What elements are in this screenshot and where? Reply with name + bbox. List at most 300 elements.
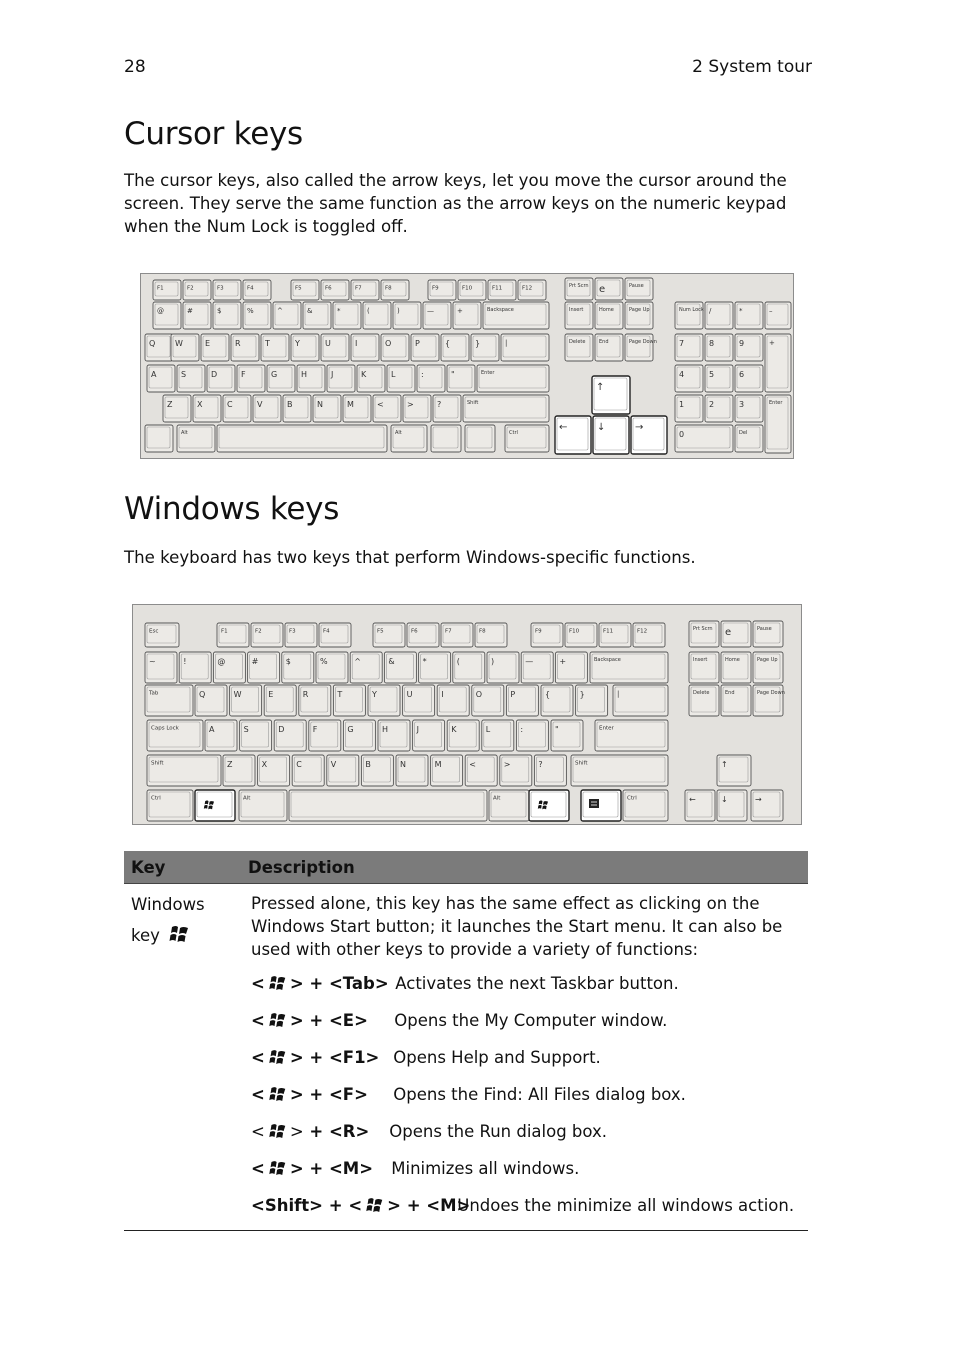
key-label: > <box>503 760 511 769</box>
key-label: F7 <box>445 628 452 635</box>
shortcut-row <box>251 972 808 998</box>
keyboard-key <box>565 623 597 647</box>
key-label: Enter <box>769 400 783 406</box>
keyboard-key <box>633 623 665 647</box>
key-label: Alt <box>243 795 251 802</box>
key-label: Z <box>227 760 233 769</box>
windows-logo-icon <box>268 975 287 998</box>
key-label: P <box>415 339 420 348</box>
key-label: B <box>287 400 293 409</box>
shortcut-combo: < > + <Tab> <box>251 972 390 998</box>
column-header-key: Key <box>124 851 241 884</box>
key-label: N <box>400 760 406 769</box>
key-label: 5 <box>709 370 715 379</box>
key-label: * <box>422 657 427 666</box>
keyboard-key <box>145 623 179 647</box>
keyboard-key <box>555 652 587 683</box>
key-label: & <box>388 657 395 666</box>
keyboard-key <box>223 755 255 786</box>
keyboard-key <box>441 623 473 647</box>
key-label: Y <box>372 690 377 699</box>
keyboard-key <box>316 652 348 683</box>
key-label: Backspace <box>487 307 514 313</box>
keyboard-key <box>506 685 538 716</box>
keyboard-key <box>387 365 415 392</box>
keyboard-key <box>147 720 203 751</box>
keyboard-key <box>373 395 401 422</box>
key-label: Num Lock <box>679 307 704 313</box>
keyboard-key <box>363 302 391 329</box>
keyboard-key <box>625 334 657 361</box>
key-label: T <box>265 339 270 348</box>
windows-logo-icon <box>168 925 190 950</box>
key-label: J <box>416 725 419 734</box>
keyboard-key <box>193 395 221 422</box>
key-label: < <box>377 400 384 409</box>
keyboard-key <box>207 365 235 392</box>
key-label: → <box>635 422 644 433</box>
menu-key-icon <box>589 799 599 808</box>
key-label: C <box>296 760 302 769</box>
keyboard-key <box>147 755 221 786</box>
keyboard-key <box>685 790 715 821</box>
key-label: F7 <box>355 285 362 292</box>
key-label: Backspace <box>594 657 621 663</box>
cursor-keys-heading: Cursor keys <box>124 116 303 152</box>
keyboard-key <box>292 755 324 786</box>
key-label: { <box>445 339 451 348</box>
keyboard-key <box>297 365 325 392</box>
keyboard-key <box>753 621 783 647</box>
key-label: } <box>475 339 481 348</box>
keyboard-key <box>751 790 783 821</box>
keyboard-key <box>253 395 281 422</box>
keyboard-key <box>689 621 719 647</box>
key-label: Z <box>167 400 173 409</box>
key-label: Page Up <box>629 307 650 313</box>
key-label: F <box>241 370 246 379</box>
key-label: G <box>271 370 278 379</box>
key-label: key <box>131 926 160 945</box>
keyboard-key <box>309 720 341 751</box>
keyboard-key <box>264 685 296 716</box>
keyboard-key <box>407 623 439 647</box>
key-label: F10 <box>569 628 580 635</box>
keyboard-key <box>465 755 497 786</box>
key-label: V <box>257 400 263 409</box>
key-label: ↓ <box>721 795 728 804</box>
key-label: F6 <box>411 628 418 635</box>
keyboard-key <box>217 425 387 452</box>
keyboard-key <box>384 652 416 683</box>
key-label: Page Down <box>757 690 785 696</box>
shortcut-combo: < > + <F1> <box>251 1046 388 1072</box>
key-label: ( <box>456 657 460 666</box>
table-row <box>124 884 808 1231</box>
keyboard-key <box>423 302 451 329</box>
key-label: ? <box>538 760 543 769</box>
keyboard-key <box>765 302 791 329</box>
keyboard-key <box>717 755 751 786</box>
keyboard-key <box>213 280 241 300</box>
key-label: D <box>211 370 218 379</box>
key-label: Insert <box>569 307 584 313</box>
key-label: Shift <box>151 760 164 767</box>
key-label: Enter <box>481 370 495 376</box>
keyboard-key <box>705 395 733 422</box>
keyboard-key <box>230 685 262 716</box>
key-label: F10 <box>462 285 473 292</box>
keyboard-key <box>765 334 791 392</box>
key-label: W <box>233 690 242 699</box>
cursor-keyboard-figure <box>140 273 794 459</box>
keyboard-key <box>565 278 593 300</box>
keyboard-key <box>299 685 331 716</box>
shortcut-row <box>251 1120 808 1146</box>
keyboard-key <box>565 334 593 361</box>
key-label: L <box>485 725 491 734</box>
keyboard-key <box>381 334 409 361</box>
keyboard-key <box>237 365 265 392</box>
key-label: < <box>469 760 476 769</box>
keyboard-key <box>428 280 456 300</box>
key-label: * <box>739 307 743 315</box>
keyboard-key <box>531 623 563 647</box>
key-label: ← <box>559 422 568 433</box>
key-label: → <box>755 795 762 804</box>
key-label: A <box>209 725 215 734</box>
key-label: 6 <box>739 370 745 379</box>
keyboard-key <box>289 790 487 821</box>
key-label: @ <box>157 307 164 315</box>
key-label: F8 <box>385 285 392 292</box>
keyboard-key <box>373 623 405 647</box>
keyboard-key <box>205 720 237 751</box>
key-label: ← <box>689 795 696 804</box>
shortcut-combo: < > + <E> <box>251 1009 389 1035</box>
keyboard-key <box>477 365 549 392</box>
keyboard-key <box>274 720 306 751</box>
key-label: e <box>599 284 606 295</box>
key-label: ~ <box>149 657 156 666</box>
key-label: 1 <box>679 400 685 409</box>
keyboard-key <box>483 302 549 329</box>
windows-keys-heading: Windows keys <box>124 491 340 527</box>
key-label: ↑ <box>596 382 605 393</box>
keyboard-key <box>171 334 199 361</box>
keyboard-key <box>179 652 211 683</box>
key-label: F5 <box>377 628 384 635</box>
keyboard-key <box>396 755 428 786</box>
key-name-line1: Windows <box>131 895 205 914</box>
page-number: 28 <box>124 57 146 77</box>
keyboard-key <box>489 790 529 821</box>
key-label: ( <box>367 307 370 315</box>
key-label: F9 <box>432 285 439 292</box>
key-label: M <box>347 400 354 409</box>
key-label: ! <box>183 657 187 666</box>
keyboard-key <box>333 685 365 716</box>
key-label: 4 <box>679 370 685 379</box>
keyboard-key <box>319 623 351 647</box>
key-label: F2 <box>255 628 262 635</box>
key-label: S <box>243 725 249 734</box>
shortcut-description: Activates the next Taskbar button. <box>395 974 679 993</box>
keyboard-key <box>403 685 435 716</box>
keyboard-key <box>735 425 763 452</box>
key-label: | <box>505 339 508 347</box>
keyboard-key <box>625 302 653 329</box>
keyboard-key <box>248 652 280 683</box>
keyboard-key <box>753 685 785 716</box>
key-label: M <box>434 760 442 769</box>
keyboard-key <box>721 685 751 716</box>
key-label: F1 <box>157 285 164 292</box>
key-label: N <box>317 400 323 409</box>
keyboard-key <box>735 302 763 329</box>
keyboard-key <box>183 280 211 300</box>
key-label: F12 <box>522 285 533 292</box>
keyboard-key <box>717 790 747 821</box>
key-label: U <box>325 339 331 348</box>
keyboard-key <box>437 685 469 716</box>
key-label: F3 <box>217 285 224 292</box>
key-label: * <box>337 307 341 315</box>
keyboard-key <box>590 652 668 683</box>
keyboard-key <box>195 790 235 821</box>
keyboard-key <box>541 685 573 716</box>
keyboard-key <box>472 685 504 716</box>
shortcut-combo: < > + <M> <box>251 1157 386 1183</box>
keyboard-key <box>675 334 703 361</box>
keyboard-key <box>258 755 290 786</box>
keyboard-key <box>357 365 385 392</box>
key-label: W <box>175 339 183 348</box>
keyboard-key <box>321 280 349 300</box>
keyboard-key <box>705 365 733 392</box>
key-label: $ <box>285 657 291 666</box>
key-label: I <box>355 339 358 348</box>
keyboard-key <box>625 278 653 300</box>
key-label: V <box>330 760 337 769</box>
key-label: F4 <box>323 628 330 635</box>
keyboard-key <box>378 720 410 751</box>
keyboard-key <box>721 652 751 683</box>
shortcut-row <box>251 1157 808 1183</box>
shortcut-description: Opens the Find: All Files dialog box. <box>393 1085 686 1104</box>
keyboard-key <box>675 395 703 422</box>
keyboard-key <box>381 280 409 300</box>
key-label: ) <box>397 307 400 315</box>
key-label: > <box>407 400 414 409</box>
keyboard-key <box>471 334 499 361</box>
keyboard-key <box>391 425 427 452</box>
keyboard-key <box>145 652 177 683</box>
keyboard-key <box>251 623 283 647</box>
key-label: / <box>709 307 712 315</box>
key-label: R <box>302 690 309 699</box>
key-label: & <box>307 307 313 315</box>
windows-logo-icon <box>268 1123 287 1146</box>
shortcut-combo: <Shift> + < > + <M> <box>251 1194 452 1220</box>
keyboard-key <box>350 652 382 683</box>
keyboard-key <box>283 395 311 422</box>
windows-logo-icon <box>365 1197 384 1220</box>
key-label: Ctrl <box>151 795 161 802</box>
key-label: F9 <box>535 628 542 635</box>
key-label: : <box>520 725 524 734</box>
keyboard-key <box>675 425 733 452</box>
key-label: } <box>579 690 585 699</box>
windows-logo-icon <box>268 1012 287 1035</box>
keyboard-key <box>735 395 763 422</box>
key-label: D <box>278 725 285 734</box>
keyboard-key <box>592 376 630 414</box>
key-label: Shift <box>467 400 479 406</box>
keyboard-key <box>243 302 271 329</box>
keyboard-key <box>453 652 485 683</box>
key-label: % <box>247 307 254 315</box>
key-label: K <box>361 370 367 379</box>
key-label: ) <box>491 657 495 666</box>
shortcut-row <box>251 1083 808 1109</box>
keyboard-key <box>482 720 514 751</box>
key-label: P <box>510 690 516 699</box>
key-label: O <box>475 690 483 699</box>
key-label: $ <box>217 307 222 315</box>
keyboard-key <box>516 720 548 751</box>
keyboard-key <box>593 416 629 454</box>
key-label: @ <box>217 657 226 666</box>
key-label: ^ <box>354 657 361 666</box>
key-label: S <box>181 370 187 379</box>
table-header-row <box>124 851 808 884</box>
key-label: Alt <box>493 795 501 802</box>
key-label: End <box>599 339 609 345</box>
key-label: | <box>617 690 620 698</box>
keyboard-key <box>595 720 668 751</box>
keyboard-key <box>631 416 667 454</box>
key-label: A <box>151 370 157 379</box>
section-title: 2 System tour <box>692 57 812 77</box>
key-label: Home <box>599 307 614 313</box>
keyboard-key <box>595 334 623 361</box>
keyboard-key <box>291 280 319 300</box>
keyboard-key <box>147 365 175 392</box>
keyboard-key <box>441 334 469 361</box>
keyboard-key <box>613 685 668 716</box>
keyboard-key <box>453 302 481 329</box>
keyboard-key <box>195 685 227 716</box>
key-label: F <box>312 725 318 734</box>
key-label: Pause <box>629 283 644 289</box>
key-label: + <box>559 657 567 666</box>
key-label: Caps Lock <box>151 725 179 732</box>
keyboard-key <box>689 652 719 683</box>
keyboard-key <box>463 395 549 422</box>
keyboard-key <box>417 365 445 392</box>
key-label: Prt Scrn <box>569 283 589 289</box>
key-label: C <box>227 400 233 409</box>
keyboard-key <box>521 652 553 683</box>
key-label: F11 <box>603 628 614 635</box>
key-label: 7 <box>679 339 685 348</box>
key-label: F11 <box>492 285 503 292</box>
key-label: Pause <box>757 626 772 632</box>
keyboard-key <box>223 395 251 422</box>
column-header-description: Description <box>241 851 808 884</box>
keyboard-key <box>273 302 301 329</box>
key-label: O <box>385 339 392 348</box>
key-label: 9 <box>739 339 745 348</box>
key-label: Insert <box>693 657 708 663</box>
keyboard-key <box>239 790 287 821</box>
keyboard-key <box>753 652 783 683</box>
keyboard-key <box>403 395 431 422</box>
keyboard-key <box>153 302 181 329</box>
key-label: I <box>441 690 444 699</box>
keyboard-key <box>571 755 668 786</box>
key-label: F5 <box>295 285 302 292</box>
key-label: K <box>451 725 457 734</box>
keyboard-key <box>343 720 375 751</box>
keyboard-key <box>735 334 763 361</box>
key-label: Home <box>725 657 740 663</box>
key-label: F2 <box>187 285 194 292</box>
keyboard-key <box>147 790 193 821</box>
key-label: X <box>261 760 268 769</box>
key-label: End <box>725 690 735 696</box>
keyboard-key <box>555 416 591 454</box>
key-label: Delete <box>693 690 710 696</box>
keyboard-key <box>689 685 719 716</box>
keyboard-key <box>267 365 295 392</box>
keyboard-key <box>285 623 317 647</box>
keyboard-key <box>321 334 349 361</box>
shortcut-description: Undoes the minimize all windows action. <box>457 1196 795 1215</box>
key-label: ^ <box>277 307 283 315</box>
key-label: # <box>251 657 259 666</box>
key-cell <box>124 884 241 1231</box>
keyboard-key <box>475 623 507 647</box>
shortcut-description: Minimizes all windows. <box>391 1159 580 1178</box>
keyboard-key <box>361 755 393 786</box>
keyboard-key <box>534 755 566 786</box>
keyboard-key <box>303 302 331 329</box>
key-label: F8 <box>479 628 486 635</box>
keyboard-key <box>368 685 400 716</box>
keyboard-key <box>145 685 193 716</box>
key-label: Alt <box>395 430 402 436</box>
shortcut-description: Opens the My Computer window. <box>394 1011 668 1030</box>
keyboard-key <box>576 685 608 716</box>
keyboard-key <box>705 334 733 361</box>
key-label: ↓ <box>597 422 606 433</box>
keyboard-key <box>351 280 379 300</box>
key-label: B <box>365 760 371 769</box>
keyboard-key <box>282 652 314 683</box>
key-label: F6 <box>325 285 332 292</box>
key-label: Tab <box>149 690 159 697</box>
key-label: ↑ <box>721 760 728 769</box>
keyboard-key <box>551 720 583 751</box>
keyboard-key <box>261 334 289 361</box>
key-label: " <box>555 725 559 734</box>
keyboard-key <box>447 365 475 392</box>
key-label: — <box>525 657 534 666</box>
key-label: e <box>725 627 732 638</box>
key-label: 3 <box>739 400 745 409</box>
